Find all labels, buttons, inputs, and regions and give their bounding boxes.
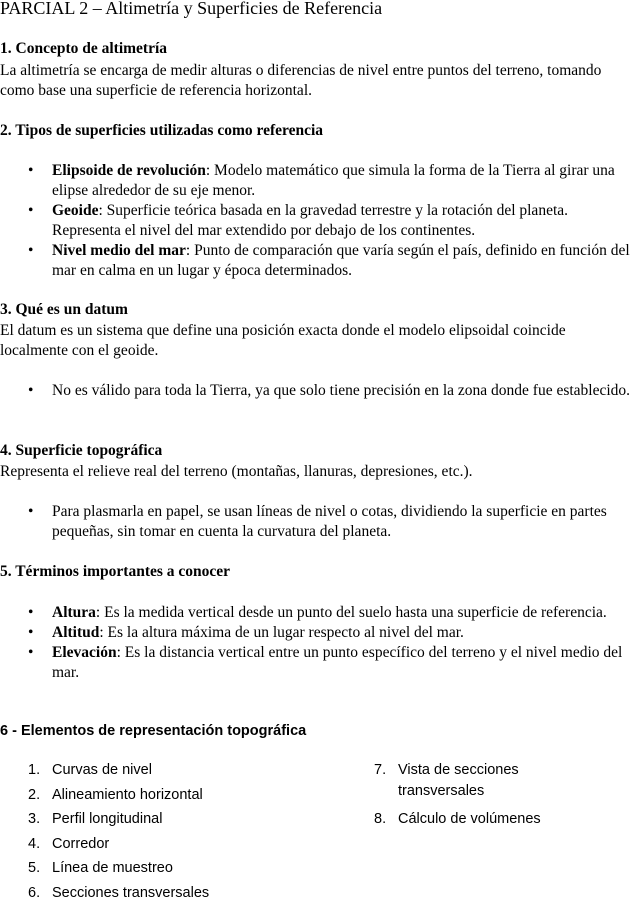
list-item: • No es válido para toda la Tierra, ya que solo tiene precisión en la zona donde fue establecido. (0, 381, 636, 401)
item-number: 6. (28, 883, 40, 904)
term: Altura (52, 604, 96, 621)
definition: : Superficie teórica basada en la gravedad terrestre y la rotación del planeta. Representa el nivel del mar extendido por debajo de los continentes. (52, 202, 568, 239)
term: Elipsoide de revolución (52, 162, 206, 179)
item-number: 4. (28, 834, 40, 855)
item-number: 2. (28, 785, 40, 806)
list-item (28, 858, 328, 883)
item-number: 7. (374, 760, 386, 781)
item-text: Curvas de nivel (52, 760, 152, 781)
list-item: • Para plasmarla en papel, se usan líneas de nivel o cotas, dividiendo la superficie en partes pequeñas, sin tomar en cuenta la curvatura del planeta. (0, 502, 636, 542)
list-item (0, 623, 636, 643)
section-2-heading: 2. Tipos de superficies utilizadas como referencia (0, 122, 323, 140)
definition: : Es la distancia vertical entre un punto específico del terreno y el nivel medio del mar. (52, 644, 622, 681)
document-title: PARCIAL 2 – Altimetría y Superficies de Referencia (0, 0, 382, 19)
item-number: 8. (374, 809, 386, 830)
section-4-heading: 4. Superficie topográfica (0, 442, 162, 460)
item-text: Corredor (52, 834, 109, 855)
item-text: Perfil longitudinal (52, 809, 162, 830)
list-item (0, 201, 636, 241)
section-6-heading: 6 - Elementos de representación topográfica (0, 723, 306, 739)
definition: : Es la medida vertical desde un punto del suelo hasta una superficie de referencia. (96, 604, 607, 621)
section-4-text: Representa el relieve real del terreno (montañas, llanuras, depresiones, etc.). (0, 462, 636, 482)
list-item (374, 760, 636, 809)
term: Elevación (52, 644, 117, 661)
list-item (28, 834, 328, 859)
item-text: Vista de secciones transversales (398, 760, 598, 802)
section-5-heading: 5. Términos importantes a conocer (0, 563, 230, 581)
term: Altitud (52, 624, 99, 641)
list-item (28, 883, 328, 907)
definition: : Punto de comparación que varía según el país, definido en función del mar en calma en un lugar y época determinados. (52, 242, 630, 279)
section-6-list-right (374, 760, 636, 834)
section-6-list-left (28, 760, 328, 907)
term: Geoide (52, 202, 99, 219)
section-4-list (0, 502, 636, 542)
list-item (0, 603, 636, 623)
term: Nivel medio del mar (52, 242, 186, 259)
section-1-heading: 1. Concepto de altimetría (0, 40, 167, 58)
section-2-list (0, 161, 636, 281)
section-5-list (0, 603, 636, 683)
list-item (28, 785, 328, 810)
item-text: Cálculo de volúmenes (398, 809, 541, 830)
section-3-list (0, 381, 636, 401)
list-item (28, 809, 328, 834)
definition: : Modelo matemático que simula la forma de la Tierra al girar una elipse alrededor de su eje menor. (52, 162, 615, 199)
item-number: 3. (28, 809, 40, 830)
item-text: Línea de muestreo (52, 858, 173, 879)
section-1-text: La altimetría se encarga de medir alturas o diferencias de nivel entre puntos del terreno, tomando como base una superficie de referencia horizontal. (0, 61, 636, 101)
section-3-text: El datum es un sistema que define una posición exacta donde el modelo elipsoidal coincide localmente con el geoide. (0, 321, 636, 361)
definition: : Es la altura máxima de un lugar respecto al nivel del mar. (99, 624, 464, 641)
item-number: 1. (28, 760, 40, 781)
item-text: Secciones transversales (52, 883, 209, 904)
list-item (374, 809, 636, 834)
list-item (0, 241, 636, 281)
section-3-heading: 3. Qué es un datum (0, 301, 128, 319)
list-item (0, 643, 636, 683)
list-item (0, 161, 636, 201)
item-text: Alineamiento horizontal (52, 785, 203, 806)
item-number: 5. (28, 858, 40, 879)
list-item (28, 760, 328, 785)
